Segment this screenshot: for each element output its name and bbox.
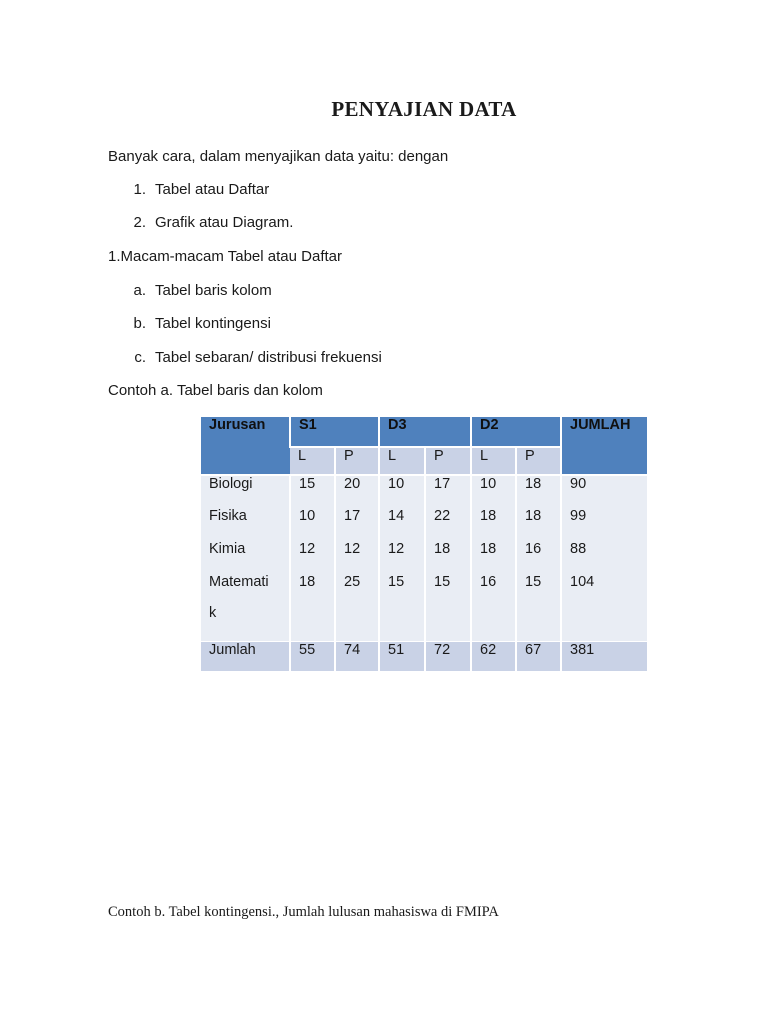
table-cell: 25 xyxy=(335,574,379,641)
table-cell: 18 xyxy=(516,508,561,541)
subheader-cell: L xyxy=(290,447,335,475)
table-cell: 18 xyxy=(471,508,516,541)
table-cell: 18 xyxy=(290,574,335,641)
row-label: Kimia xyxy=(201,541,290,574)
row-label: Fisika xyxy=(201,508,290,541)
table-cell: 17 xyxy=(425,475,471,508)
table-row xyxy=(201,475,647,508)
table-cell: 104 xyxy=(561,574,647,641)
table-cell: 15 xyxy=(425,574,471,641)
table-cell: 10 xyxy=(471,475,516,508)
list-text: Tabel atau Daftar xyxy=(155,181,270,198)
table-cell: 16 xyxy=(516,541,561,574)
table-cell: 18 xyxy=(471,541,516,574)
list-marker: a. xyxy=(133,282,146,299)
subheader-cell: L xyxy=(379,447,425,475)
table-cell: 15 xyxy=(290,475,335,508)
total-label: Jumlah xyxy=(201,641,290,671)
list-text: Tabel kontingensi xyxy=(155,315,271,332)
table-row xyxy=(201,541,647,574)
list-marker: c. xyxy=(134,349,146,366)
data-table xyxy=(201,417,647,671)
table-cell: 15 xyxy=(379,574,425,641)
table-cell: 14 xyxy=(379,508,425,541)
table-cell: 20 xyxy=(335,475,379,508)
section-heading: 1.Macam-macam Tabel atau Daftar xyxy=(108,248,342,265)
header-d2: D2 xyxy=(471,417,561,447)
table-total-row xyxy=(201,641,647,671)
subheader-cell: P xyxy=(335,447,379,475)
list-marker: 1. xyxy=(133,181,146,198)
row-label-line: Matemati xyxy=(209,574,269,590)
table-cell: 17 xyxy=(335,508,379,541)
header-s1: S1 xyxy=(290,417,379,447)
table-row xyxy=(201,508,647,541)
table-cell: 15 xyxy=(516,574,561,641)
table-header-row xyxy=(201,417,647,447)
total-cell: 51 xyxy=(379,641,425,671)
header-d3: D3 xyxy=(379,417,471,447)
row-label xyxy=(201,574,290,641)
total-cell: 381 xyxy=(561,641,647,671)
list-text: Tabel sebaran/ distribusi frekuensi xyxy=(155,349,382,366)
table-cell: 16 xyxy=(471,574,516,641)
subheader-cell: L xyxy=(471,447,516,475)
total-cell: 62 xyxy=(471,641,516,671)
row-label: Biologi xyxy=(201,475,290,508)
table-cell: 12 xyxy=(290,541,335,574)
table-cell: 18 xyxy=(516,475,561,508)
intro-text: Banyak cara, dalam menyajikan data yaitu: dengan xyxy=(108,148,449,165)
example-a-caption: Contoh a. Tabel baris dan kolom xyxy=(108,382,323,399)
table-cell: 10 xyxy=(290,508,335,541)
table-cell: 90 xyxy=(561,475,647,508)
list-marker: b. xyxy=(133,315,146,332)
total-cell: 55 xyxy=(290,641,335,671)
table-cell: 99 xyxy=(561,508,647,541)
row-label-line: k xyxy=(209,605,217,621)
total-cell: 72 xyxy=(425,641,471,671)
header-jumlah: JUMLAH xyxy=(561,417,647,475)
table-cell: 88 xyxy=(561,541,647,574)
header-jurusan: Jurusan xyxy=(201,417,290,475)
subheader-cell: P xyxy=(425,447,471,475)
table-cell: 12 xyxy=(379,541,425,574)
page-title: PENYAJIAN DATA xyxy=(331,97,517,121)
subheader-cell: P xyxy=(516,447,561,475)
list-marker: 2. xyxy=(133,214,146,231)
total-cell: 67 xyxy=(516,641,561,671)
example-b-caption: Contoh b. Tabel kontingensi., Jumlah lulusan mahasiswa di FMIPA xyxy=(108,904,499,920)
table-cell: 10 xyxy=(379,475,425,508)
list-text: Tabel baris kolom xyxy=(155,282,272,299)
list-text: Grafik atau Diagram. xyxy=(155,214,294,231)
table-cell: 12 xyxy=(335,541,379,574)
table-row xyxy=(201,574,647,641)
table-cell: 18 xyxy=(425,541,471,574)
total-cell: 74 xyxy=(335,641,379,671)
table-cell: 22 xyxy=(425,508,471,541)
